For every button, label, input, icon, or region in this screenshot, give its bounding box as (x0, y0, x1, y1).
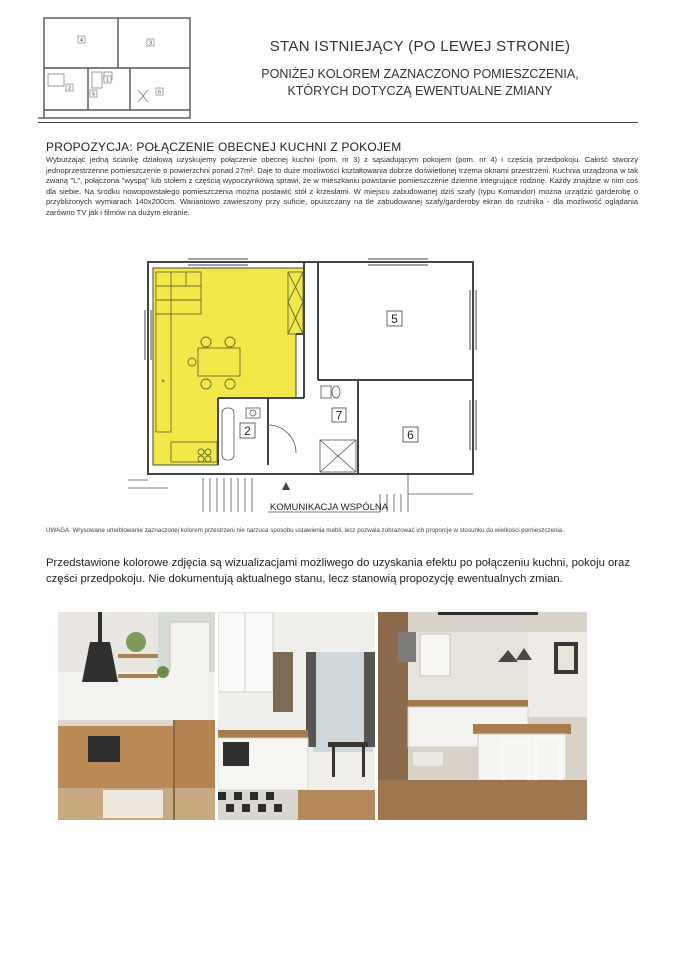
thumb-room-number: 4 (79, 37, 84, 44)
proposal-body: Wyburzając jedną ściankę działową uzyskujemy połączenie obecnej kuchni (pom. nr 3) z sąsiadującym pokojem (pom. nr 4) i częścią przedpokoju. Całość stworzy jednoprzestrzenne pomieszczenie o powierzchni ponad 27m². Daje to duże możliwości kształtowania dobrze doświetlonej trzema oknami przestrzeni. Kuchnia urządzona w tak zwaną "L", połączona "wyspą" lub stołem z częścią wypoczynkową sprawi, że w mieszkaniu powstanie pomieszczenie dzienne integrujące rodzinę. Każdy znajdzie w nim coś dla siebie. Na środku nowopowstałego pomieszczenia można postawić stół z krzesłami. W miejscu zabudowanej dziś szafy (typu Komandor) można urządzić garderobę o przybliżonych wymiarach 140x200cm. Wariantowo zawieszony przy suficie, opuszczany na tle zabudowanej szafy/garderoby ekran do rzutnika - dla możliwość oglądania zarówno TV jak i filmów na dużym ekranie. (46, 155, 638, 217)
room-label-7: 7 (335, 408, 343, 423)
room-label-6: 6 (407, 428, 414, 442)
thumbnail-floor-plan (38, 14, 198, 124)
kitchen-photo-2 (218, 612, 375, 820)
subtitle-line-2: KTÓRYCH DOTYCZĄ EWENTUALNE ZMIANY (287, 84, 553, 98)
svg-text:*: * (161, 378, 165, 389)
thumb-room-number: 3 (148, 40, 153, 47)
kitchen-photo-1 (58, 612, 215, 820)
thumb-room-number: 6 (157, 89, 162, 96)
subtitle-line-1: PONIŻEJ KOLOREM ZAZNACZONO POMIESZCZENIA, (261, 67, 579, 81)
thumb-room-number: 2 (67, 85, 72, 92)
page-title: STAN ISTNIEJĄCY (PO LEWEJ STRONIE) (269, 38, 571, 55)
highlighted-area (153, 268, 304, 465)
room-label-2: 2 (244, 424, 251, 438)
header-divider (38, 122, 638, 123)
room-label-5: 5 (391, 312, 398, 326)
corridor-label: KOMUNIKACJA WSPÓLNA (269, 502, 389, 513)
thumb-room-number: 1 (105, 77, 110, 84)
furniture-note: UWAGA: Wrysowane umeblowanie zaznaczonej kolorem przestrzeni nie narzuca sposobu ustawienia mebli, lecz pozwala zobrazować ich proporcje w stosunku do wielkości pomieszczenia. (46, 527, 564, 534)
kitchen-photo-3 (378, 612, 587, 820)
floor-plan (128, 250, 498, 520)
proposal-title: PROPOZYCJA: POŁĄCZENIE OBECNEJ KUCHNI Z POKOJEM (46, 140, 402, 154)
thumb-room-number: 5 (91, 91, 96, 98)
photos-description: Przedstawione kolorowe zdjęcia są wizualizacjami możliwego do uzyskania efektu po połączeniu kuchni, pokoju oraz części przedpokoju. Nie dokumentują aktualnego stanu, lecz stanowią propozycję ewentualnych zmian. (46, 557, 630, 585)
page-subtitle (205, 66, 635, 100)
